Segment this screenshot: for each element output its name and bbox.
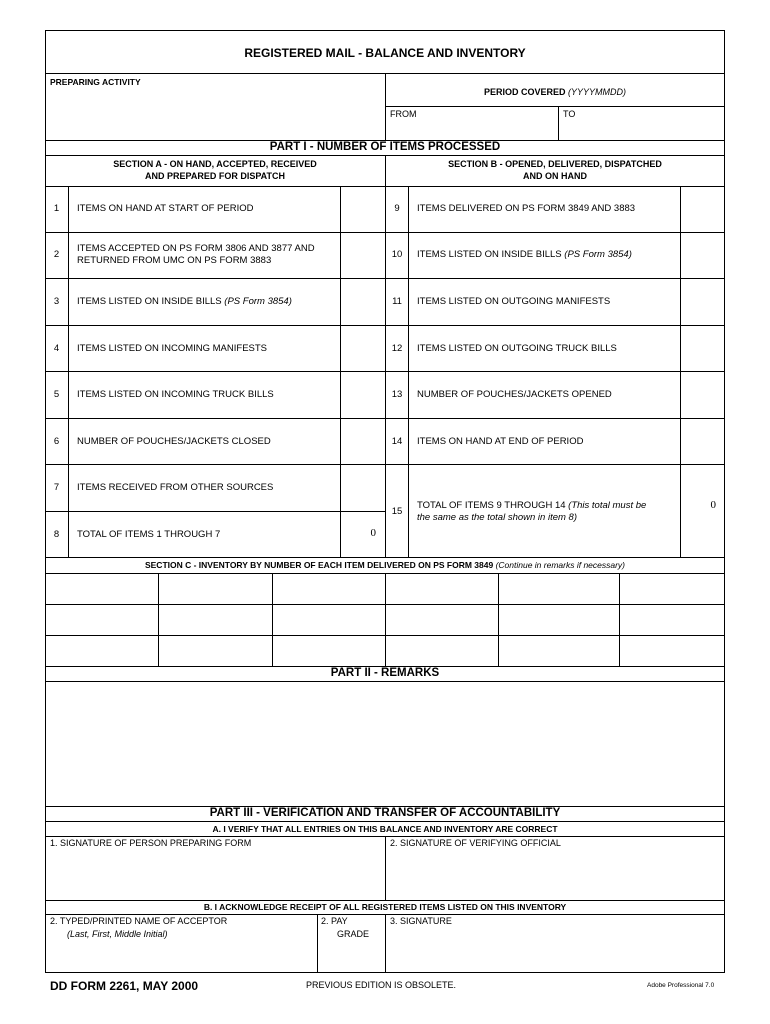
section-c-title-text: SECTION C - INVENTORY BY NUMBER OF EACH ITEM DELIVERED ON PS FORM 3849 [144,560,494,570]
pay-grade-label: 2. PAY [321,916,348,926]
item-9-value-field[interactable] [681,187,724,232]
item-label: ITEMS LISTED ON INCOMING TRUCK BILLS [77,389,274,400]
divider [385,106,725,107]
divider [45,232,725,233]
divider [45,900,725,901]
signature-verifying-field[interactable] [386,850,724,899]
item-label [77,296,292,307]
item-label [417,249,632,260]
section-a-title-line2: AND PREPARED FOR DISPATCH [144,171,285,181]
item-10-value-field[interactable] [681,233,724,278]
preparing-activity-label: PREPARING ACTIVITY [50,77,141,87]
divider [45,511,385,512]
item-6-value-field[interactable] [341,419,384,464]
divider [408,186,409,558]
divider [45,464,725,465]
part3-b-title: B. I ACKNOWLEDGE RECEIPT OF ALL REGISTERED ITEMS LISTED ON THIS INVENTORY [203,902,567,912]
item-label [77,243,315,267]
acceptor-name-label: 2. TYPED/PRINTED NAME OF ACCEPTOR [50,916,228,926]
period-to-field[interactable] [559,119,724,139]
item-number: 10 [391,249,403,260]
divider [45,557,725,558]
section-c-note: (Continue in remarks if necessary) [495,560,626,570]
item-label-line1: ITEMS ACCEPTED ON PS FORM 3806 AND 3877 AND [77,243,315,254]
signature-preparing-label: 1. SIGNATURE OF PERSON PREPARING FORM [50,838,252,848]
item-label: ITEMS LISTED ON OUTGOING MANIFESTS [417,296,611,307]
part3-title: PART III - VERIFICATION AND TRANSFER OF ACCOUNTABILITY [209,807,561,819]
item-number: 12 [391,343,403,354]
item-label: NUMBER OF POUCHES/JACKETS CLOSED [77,436,271,447]
item-number: 3 [53,296,60,307]
item-4-value-field[interactable] [341,326,384,371]
divider [45,821,725,822]
divider [45,186,725,187]
divider [45,418,725,419]
item-13-value-field[interactable] [681,372,724,418]
item-label-note: (PS Form 3854) [224,296,292,307]
item-12-value-field[interactable] [681,326,724,371]
section-b-title-line1: SECTION B - OPENED, DELIVERED, DISPATCHED [448,159,662,169]
item-number: 9 [394,203,400,214]
section-c-title [45,560,725,570]
signature-preparing-field[interactable] [46,850,384,899]
item-number: 1 [53,203,60,214]
part3-a-title: A. I VERIFY THAT ALL ENTRIES ON THIS BALANCE AND INVENTORY ARE CORRECT [212,824,558,834]
section-b-title-line2: AND ON HAND [523,171,587,181]
item-label-note: (This total must be [568,500,647,511]
software-note: Adobe Professional 7.0 [647,982,715,989]
item-number: 2 [53,249,60,260]
item-number: 15 [391,506,403,517]
item-14-value-field[interactable] [681,419,724,464]
period-from-field[interactable] [386,119,558,139]
item-label: ITEMS ON HAND AT START OF PERIOD [77,203,254,214]
remarks-field[interactable] [46,682,724,805]
signature-verifying-label: 2. SIGNATURE OF VERIFYING OFFICIAL [390,838,561,848]
item-number: 5 [53,389,60,400]
acceptor-name-field[interactable] [46,942,316,972]
to-label: TO [563,109,576,119]
item-label-note-line2: the same as the total shown in item 8) [417,512,577,523]
item-number: 11 [392,296,402,307]
item-label: ITEMS RECEIVED FROM OTHER SOURCES [77,482,274,493]
item-number: 14 [391,436,403,447]
item-label-text: TOTAL OF ITEMS 9 THROUGH 14 [417,500,566,511]
acceptor-signature-field[interactable] [386,928,724,972]
item-1-value-field[interactable] [341,187,384,232]
item-label: ITEMS DELIVERED ON PS FORM 3849 AND 3883 [417,203,636,214]
inventory-grid[interactable] [46,574,724,666]
item-label-text: ITEMS LISTED ON INSIDE BILLS [417,249,562,260]
divider [45,325,725,326]
form-id: DD FORM 2261, MAY 2000 [50,979,199,993]
part2-title: PART II - REMARKS [330,667,440,679]
period-covered-label [385,87,725,97]
item-label [417,500,646,524]
item-8-total-value[interactable]: 0 [370,527,376,539]
item-label: TOTAL OF ITEMS 1 THROUGH 7 [77,529,221,540]
item-number: 8 [53,529,60,540]
divider [45,278,725,279]
item-2-value-field[interactable] [341,233,384,278]
section-a-title [45,158,385,182]
pay-grade-field[interactable] [318,942,384,972]
item-number: 6 [53,436,60,447]
item-15-total-value[interactable]: 0 [710,499,716,511]
part1-title: PART I - NUMBER OF ITEMS PROCESSED [269,141,501,153]
acceptor-name-note: (Last, First, Middle Initial) [67,929,168,939]
divider [45,371,725,372]
item-label-note: (PS Form 3854) [564,249,632,260]
item-label: NUMBER OF POUCHES/JACKETS OPENED [417,389,612,400]
divider [385,155,386,558]
item-label-line2: RETURNED FROM UMC ON PS FORM 3883 [77,255,272,266]
form-title: REGISTERED MAIL - BALANCE AND INVENTORY [244,46,526,60]
item-11-value-field[interactable] [681,279,724,325]
edition-note: PREVIOUS EDITION IS OBSOLETE. [306,980,457,990]
section-a-title-line1: SECTION A - ON HAND, ACCEPTED, RECEIVED [113,159,317,169]
from-label: FROM [390,109,417,119]
pay-grade-label-2: GRADE [337,929,370,939]
item-label: ITEMS LISTED ON INCOMING MANIFESTS [77,343,268,354]
item-label: ITEMS ON HAND AT END OF PERIOD [417,436,584,447]
divider [68,186,69,558]
item-number: 13 [391,389,403,400]
item-label: ITEMS LISTED ON OUTGOING TRUCK BILLS [417,343,617,354]
item-3-value-field[interactable] [341,279,384,325]
item-number: 4 [53,343,60,354]
item-5-value-field[interactable] [341,372,384,418]
acceptor-signature-label: 3. SIGNATURE [390,916,452,926]
period-format: (YYYYMMDD) [568,87,627,97]
item-label-text: ITEMS LISTED ON INSIDE BILLS [77,296,222,307]
preparing-activity-field[interactable] [45,88,385,140]
period-covered-text: PERIOD COVERED [483,87,566,97]
section-b-title [385,158,725,182]
item-number: 7 [53,482,60,493]
item-7-value-field[interactable] [341,465,384,511]
